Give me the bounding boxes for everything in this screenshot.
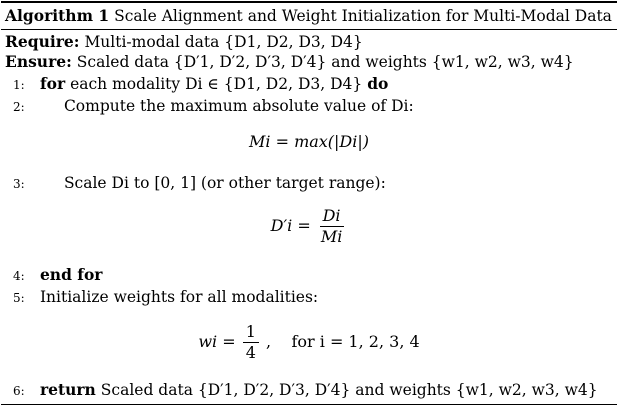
step-text: Scale Di to [0, 1] (or other target range):: [63, 174, 386, 192]
equation-scale: [1, 207, 617, 246]
step-3: [13, 173, 386, 194]
require-text: Multi-modal data {D1, D2, D3, D4}: [84, 33, 363, 51]
fraction-denominator: 4: [245, 343, 256, 362]
algorithm-caption: [5, 6, 612, 26]
fraction: [318, 207, 346, 246]
step-text: Scaled data {D′1, D′2, D′3, D′4} and weights {w1, w2, w3, w4}: [100, 381, 598, 399]
ensure-label: Ensure:: [5, 52, 72, 71]
step-keyword: return: [39, 380, 96, 399]
top-rule: [1, 1, 617, 3]
equation-max: [1, 132, 617, 151]
step-number: 2:: [13, 100, 25, 114]
equation-lhs: D′i =: [270, 216, 311, 235]
step-number: 1:: [13, 78, 25, 92]
step-text: each modality Di ∈ {D1, D2, D3, D4}: [70, 75, 363, 93]
step-text: Initialize weights for all modalities:: [39, 288, 319, 306]
require-line: [5, 32, 363, 52]
equation-weight: [1, 323, 617, 362]
equation-text: Mi = max(|Di|): [248, 132, 370, 151]
algorithm-block: [1, 1, 617, 405]
step-number: 3:: [13, 177, 25, 191]
algorithm-label: Algorithm 1: [5, 6, 110, 25]
step-keyword: for: [39, 74, 66, 93]
step-text: Compute the maximum absolute value of Di:: [63, 97, 414, 115]
step-number: 6:: [13, 384, 25, 398]
step-4: [13, 265, 102, 286]
step-number: 4:: [13, 269, 25, 283]
fraction-denominator: Mi: [320, 227, 343, 246]
caption-rule: [1, 29, 617, 30]
fraction-numerator: 1: [243, 323, 259, 343]
step-number: 5:: [13, 291, 25, 305]
fraction-numerator: Di: [320, 207, 344, 227]
ensure-text: Scaled data {D′1, D′2, D′3, D′4} and weights {w1, w2, w3, w4}: [76, 53, 574, 71]
algorithm-title: Scale Alignment and Weight Initialization for Multi-Modal Data: [114, 7, 612, 25]
step-keyword: end for: [39, 265, 103, 284]
bottom-rule: [1, 404, 617, 405]
step-1: [13, 74, 388, 95]
step-5: [13, 287, 318, 308]
step-2: [13, 96, 414, 117]
ensure-line: [5, 52, 574, 72]
step-6: [13, 380, 598, 401]
require-label: Require:: [5, 32, 80, 51]
equation-lhs: wi =: [198, 332, 236, 351]
step-keyword-end: do: [367, 74, 389, 93]
equation-tail: , for i = 1, 2, 3, 4: [266, 332, 420, 351]
fraction: [243, 323, 259, 362]
